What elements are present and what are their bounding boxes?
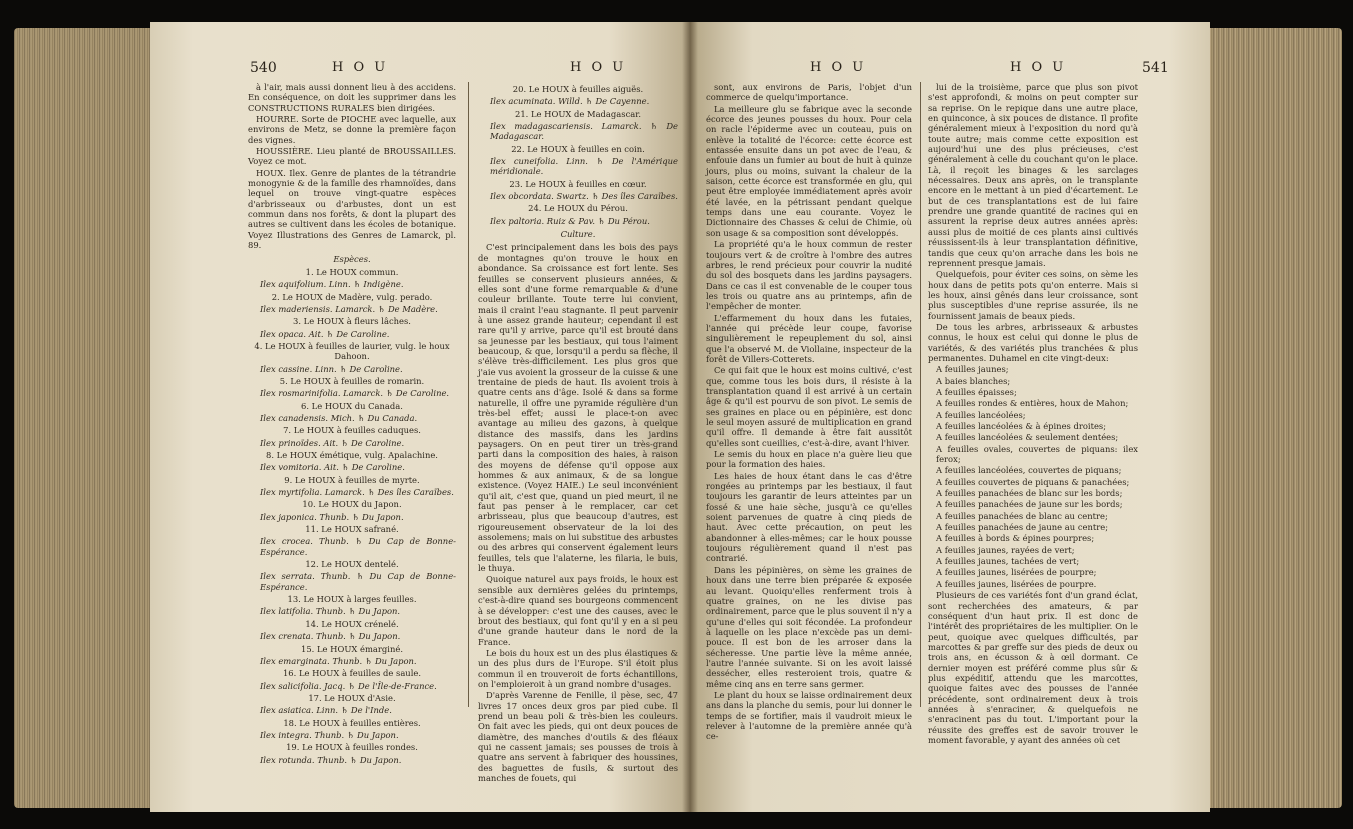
text-line: 8. Le HOUX émétique, vulg. Apalachine. <box>266 450 438 460</box>
text-line: 2. Le HOUX de Madère, vulg. perado. <box>271 291 433 302</box>
right-page <box>690 22 1210 812</box>
text-line: 15. Le HOUX émarginé. <box>301 643 403 654</box>
text-line: 18. Le HOUX à feuilles entières. <box>283 717 421 728</box>
text-line: 13. Le HOUX à larges feuilles. <box>287 594 417 605</box>
text-line: 11. Le HOUX safrané. <box>305 524 399 535</box>
left-column-1 <box>248 82 456 766</box>
text-line: Ilex maderiensis. Lamarck. ♄ De Madère. <box>260 303 438 314</box>
text-line: à l'air, mais aussi donnent lieu à des accidens. En conséquence, on doit les supprimer dans les CONSTRUCTIONS RURALES bien dirigées. <box>248 82 456 113</box>
text-line: C'est principalement dans les bois des pays de montagnes qu'on trouve le houx en abondance. Sa croissance est fort lente. Ses feuilles se conservent plusieurs années, & elles sont d'une forme remarquable & d'une couleur brillante. Toute terre lui convient, mais il craint l'eau stagnante. Il peut parvenir à une assez grande hauteur; cependant il est rare qu'il y arrive, parce qu'il est brouté dans sa jeunesse par les bestiaux, qui tous l'aiment beaucoup, & que, lorsqu'il a perdu sa flèche, il s'élève très-difficilement. Les plus gros que j'aie vus avoient la grosseur de la cuisse & une trentaine de pieds de haut. Ils avoient trois à quatre cents ans d'âge. Isolé & dans sa forme naturelle, il offre une pyramide régulière d'un très-bel effet; aussi le place-t-on avec avantage au milieu des gazons, à quelque distance des massifs, dans les jardins paysagers. On en peut tirer un très-grand parti dans la composition des haies, à raison des moyens de défense qu'il oppose aux hommes & aux animaux, & de sa longue existence. (Voyez HAIE.) Le seul inconvénient qu'il ait, c'est que, quand un pied meurt, il ne faut pas penser à le remplacer, car cet arbrisseau, plus que beaucoup d'autres, est rigoureusement observateur de la loi des assolemens; mais on lui substitue des arbustes ou des arbres qui conservent également leurs feuilles, tels que l'alaterne, les filaria, le buis, le thuya. <box>478 242 678 574</box>
text-line: Ilex cassine. Linn. ♄ De Caroline. <box>260 363 403 374</box>
text-line: Dans les pépinières, on sème les graines de houx dans une terre bien préparée & exposée au levant. Quoiqu'elles renferment trois à quatre graines, on ne les divise pas ordinairement, parce que le plus souvent il n'y a qu'une d'elles qui soit fécondée. La profondeur à laquelle on les place n'excède pas un demi-pouce. Il est bon de les arroser dans la sécheresse. Une partie lève la même année, l'autre l'année suivante. Si on les avoit laissé dessécher, elles resteroient trois, quatre & même cinq ans en terre sans germer. <box>706 564 912 689</box>
right-column-1 <box>706 82 912 743</box>
text-line: A feuilles lancéolées & seulement dentées; <box>936 432 1119 443</box>
text-line: Ilex rosmarinifolia. Lamarck. ♄ De Caroline. <box>260 388 450 399</box>
right-column-2 <box>928 82 1138 746</box>
text-line: 3. Le HOUX à fleurs lâches. <box>293 316 411 327</box>
text-line: A feuilles lancéolées & à épines droites; <box>936 421 1107 431</box>
text-line: Ilex asiatica. Linn. ♄ De l'Inde. <box>260 705 392 716</box>
text-line: Plusieurs de ces variétés font d'un grand éclat, sont recherchées des amateurs, & par conséquent d'un haut prix. Il est donc de l'intérêt des propriétaires de les multiplier. On le peut, quoique avec quelques difficultés, par marcottes & par greffe sur des pieds de deux ou trois ans, en écusson & à œil dormant. Ce dernier moyen est préféré comme plus sûr & plus expéditif, attendu que les marcottes, quoique faites avec des pousses de l'année précédente, sont ordinairement deux à trois années à s'enraciner, & quelquefois ne s'enracinent pas du tout. L'important pour la réussite des greffes est de savoir trouver le moment favorable, y ayant des années où cet <box>928 590 1138 745</box>
text-line: 1. Le HOUX commun. <box>305 266 399 277</box>
text-line: A feuilles lancéolées; <box>936 409 1026 420</box>
text-line: Ilex japonica. Thunb. ♄ Du Japon. <box>260 511 404 522</box>
text-line: A feuilles jaunes, tachées de vert; <box>936 556 1080 567</box>
text-line: A feuilles ovales, couvertes de piquans: ilex ferox; <box>936 443 1138 465</box>
left-page-edges <box>14 28 154 808</box>
right-running-head-2: H O U <box>1010 60 1067 75</box>
text-line: HOUX. Ilex. Genre de plantes de la tétrandrie monogynie & de la famille des rhamnoïdes, dans lequel on trouve vingt-quatre espèces d'arbrisseaux ou d'arbustes, dont un est commun dans nos forêts, & dont la plupart des autres se cultivent dans les écoles de botanique. Voyez Illustrations des Genres de Lamarck, pl. 89. <box>248 167 456 251</box>
text-line: Ce qui fait que le houx est moins cultivé, c'est que, comme tous les bois durs, il résiste à la transplantation quand il est arrivé à un certain âge & qu'il est pourvu de son pivot. Le semis de ses graines en place ou en pépinière, est donc le seul moyen assuré de multiplication en grand qu'il offre. Il demande à être fait aussitôt qu'elles sont cueillies, c'est-à-dire, avant l'hiver. <box>706 365 912 448</box>
text-line: Culture. <box>560 229 596 240</box>
left-running-head-2: H O U <box>570 60 627 75</box>
text-line: 10. Le HOUX du Japon. <box>302 499 402 510</box>
text-line: Ilex crocea. Thunb. ♄ Du Cap de Bonne-Espérance. <box>260 536 456 557</box>
text-line: A feuilles épaisses; <box>936 386 1017 397</box>
text-line: De tous les arbres, arbrisseaux & arbustes connus, le houx est celui qui donne le plus de variétés, & des variétés plus tranchées & plus permanentes. Duhamel en cite vingt-deux: <box>928 321 1138 363</box>
left-column-rule <box>468 82 469 707</box>
text-line: Ilex acuminata. Willd. ♄ De Cayenne. <box>490 96 650 107</box>
text-line: Ilex prinoïdes. Ait. ♄ De Caroline. <box>260 437 405 448</box>
text-line: Le semis du houx en place n'a guère lieu que pour la formation des haies. <box>706 449 912 470</box>
text-line: 20. Le HOUX à feuilles aiguës. <box>512 84 644 94</box>
text-line: Ilex crenata. Thunb. ♄ Du Japon. <box>260 631 401 642</box>
left-page-number: 540 <box>250 60 277 76</box>
text-line: 16. Le HOUX à feuilles de saule. <box>282 668 422 679</box>
text-line: HOUSSIÈRE. Lieu planté de BROUSSAILLES. Voyez ce mot. <box>248 146 456 167</box>
text-line: Ilex myrtifolia. Lamarck. ♄ Des îles Caraïbes. <box>260 487 454 498</box>
text-line: L'effarmement du houx dans les futaies, l'année qui précède leur coupe, favorise singulièrement le repeuplement du sol, ainsi que l'a observé M. de Viollaine, inspecteur de la forêt de Villers-Cotterets. <box>706 312 912 364</box>
right-column-rule <box>920 82 921 707</box>
text-line: Ilex emarginata. Thunb. ♄ Du Japon. <box>260 655 417 666</box>
text-line: Ilex vomitoria. Ait. ♄ De Caroline. <box>260 462 405 473</box>
text-line: La meilleure glu se fabrique avec la seconde écorce des jeunes pousses du houx. Pour cela on racle l'épiderme avec un couteau, puis on enlève la totalité de l'écorce: cette écorce est entassée ensuite dans un pot avec de l'eau, & enfouie dans un fumier au bout de huit à quinze jours, plus ou moins, suivant la chaleur de la saison, cette écorce est transformée en glu, qui peut être employée immédiatement après avoir été lavée, en la pétrissant pendant quelque temps dans une eau courante. Voyez le Dictionnaire des Chasses & celui de Chimie, où son usage & sa composition sont développés. <box>706 103 912 238</box>
text-line: Le bois du houx est un des plus élastiques & un des plus durs de l'Europe. S'il étoit plus commun il en trouveroit de forts échantillons, on l'emploieroit à un grand nombre d'usages. <box>478 647 678 689</box>
text-line: HOURRE. Sorte de PIOCHE avec laquelle, aux environs de Metz, se donne la première façon des vignes. <box>248 114 456 145</box>
text-line: Ilex obcordata. Swartz. ♄ Des îles Caraïbes. <box>490 191 678 202</box>
text-line: Ilex madagascariensis. Lamarck. ♄ De Madagascar. <box>490 121 678 142</box>
text-line: 23. Le HOUX à feuilles en cœur. <box>509 178 647 189</box>
text-line: Ilex latifolia. Thunb. ♄ Du Japon. <box>260 606 401 617</box>
left-page <box>150 22 690 812</box>
text-line: Ilex paltoria. Ruiz & Pav. ♄ Du Pérou. <box>490 215 650 226</box>
text-line: Ilex canadensis. Mich. ♄ Du Canada. <box>260 412 418 423</box>
text-line: Ilex opaca. Ait. ♄ De Caroline. <box>260 328 390 339</box>
text-line: 24. Le HOUX du Pérou. <box>528 203 628 214</box>
text-line: 12. Le HOUX dentelé. <box>305 559 399 570</box>
text-line: 4. Le HOUX à feuilles de laurier, vulg. le houx Dahoon. <box>254 340 450 362</box>
text-line: Les haies de houx étant dans le cas d'être rongées au printemps par les bestiaux, il faut toujours les garantir de leurs atteintes par un fossé & une haie sèche, jusqu'à ce qu'elles soient parvenues de quatre à cinq pieds de haut. Avec cette précaution, on peut les abandonner à elles-mêmes; car le houx pousse toujours régulièrement quand il n'est pas contrarié. <box>706 470 912 564</box>
text-line: lui de la troisième, parce que plus son pivot s'est approfondi, & moins on peut compter sur sa reprise. On le repique dans une autre place, en quinconce, à six pouces de distance. Il profite généralement mieux à l'exposition du nord qu'à toute autre; mais comme cette exposition est aujourd'hui une des plus précieuses, c'est généralement à celle du couchant qu'on le place. Là, il reçoit les binages & les sarclages nécessaires. Deux ans après, on le transplante encore en le mettant à un pied d'écartement. Le but de ces transplantations est de lui faire prendre une grande quantité de racines qui en assurent la reprise deux autres années après: aussi plus de moitié de ces plants ainsi cultivés réussissent-ils à leur transplantation définitive, tandis que ceux qu'on arrache dans les bois ne reprennent presque jamais. <box>928 82 1138 268</box>
text-line: Ilex rotunda. Thunb. ♄ Du Japon. <box>260 754 402 765</box>
text-line: 9. Le HOUX à feuilles de myrte. <box>284 474 420 485</box>
text-line: A feuilles jaunes; <box>936 364 1009 375</box>
text-line: A feuilles jaunes, lisérées de pourpre. <box>936 578 1097 589</box>
left-column-2 <box>478 82 678 784</box>
text-line: D'après Varenne de Fenille, il pèse, sec, 47 livres 17 onces deux gros par pied cube. Il prend un beau poli & très-bien les couleurs. On fait avec les pieds, qui ont deux pouces de diamètre, des manches d'outils & des fléaux qui ne cassent jamais; ses pousses de trois à quatre ans servent à fabriquer des houssines, des baguettes de fusils, & surtout des manches de fouets, qui <box>478 690 678 783</box>
text-line: Quelquefois, pour éviter ces soins, on sème les houx dans de petits pots qu'on enterre. Mais si les houx, ainsi gênés dans leur croissance, sont plus susceptibles d'une reprise assurée, ils ne fournissent jamais de beaux pieds. <box>928 269 1138 321</box>
text-line: Ilex salicifolia. Jacq. ♄ De l'Île-de-France. <box>260 680 437 691</box>
text-line: A feuilles lancéolées, couvertes de piquans; <box>936 465 1122 476</box>
text-line: La propriété qu'a le houx commun de rester toujours vert & de croître à l'ombre des autres arbres, le rend précieux pour couvrir la nudité du sol des bosquets dans les jardins paysagers. Dans ce cas il est convenable de le couper tous les trois ou quatre ans au printemps, afin de l'empêcher de monter. <box>706 239 912 312</box>
text-line: Ilex integra. Thunb. ♄ Du Japon. <box>260 729 399 740</box>
text-line: 7. Le HOUX à feuilles caduques. <box>283 425 421 436</box>
right-running-head-1: H O U <box>810 60 867 75</box>
right-page-number: 541 <box>1142 60 1169 76</box>
text-line: A feuilles jaunes, rayées de vert; <box>936 544 1075 555</box>
text-line: A feuilles couvertes de piquans & panachées; <box>936 476 1130 487</box>
text-line: 17. Le HOUX d'Asie. <box>308 692 396 703</box>
text-line: Ilex serrata. Thunb. ♄ Du Cap de Bonne-Espérance. <box>260 571 456 592</box>
text-line: 5. Le HOUX à feuilles de romarin. <box>279 375 425 386</box>
text-line: 14. Le HOUX crénelé. <box>305 618 399 629</box>
text-line: Quoique naturel aux pays froids, le houx est sensible aux dernières gelées du printemps, c'est-à-dire quand ses bourgeons commencent à se développer: c'est une des causes, avec le brout des bestiaux, qui font qu'il y en a si peu d'une grande hauteur dans le nord de la France. <box>478 574 678 647</box>
text-line: A feuilles à bords & épines pourpres; <box>936 533 1095 544</box>
text-line: A feuilles panachées de jaune au centre; <box>936 522 1109 533</box>
text-line: A feuilles panachées de jaune sur les bords; <box>936 499 1123 510</box>
book-gutter <box>682 22 698 812</box>
right-page-edges <box>1207 28 1342 808</box>
text-line: A baies blanches; <box>936 375 1011 386</box>
text-line: sont, aux environs de Paris, l'objet d'un commerce de quelqu'importance. <box>706 82 912 103</box>
text-line: A feuilles panachées de blanc au centre; <box>936 510 1108 521</box>
text-line: 21. Le HOUX de Madagascar. <box>515 108 641 119</box>
book-spread <box>14 22 1342 822</box>
text-line: 22. Le HOUX à feuilles en coin. <box>511 143 645 154</box>
text-line: A feuilles panachées de blanc sur les bords; <box>936 488 1123 499</box>
left-running-head-1: H O U <box>332 60 389 75</box>
text-line: Le plant du houx se laisse ordinairement deux ans dans la planche du semis, pour lui donner le temps de se fortifier, mais il vaudroit mieux le relever à l'automne de la première année qu'à ce- <box>706 689 912 742</box>
text-line: 19. Le HOUX à feuilles rondes. <box>286 742 418 753</box>
text-line: A feuilles rondes & entières, houx de Mahon; <box>936 398 1129 409</box>
text-line: Ilex aquifolium. Linn. ♄ Indigène. <box>260 279 404 290</box>
text-line: Ilex cuneifolia. Linn. ♄ De l'Amérique méridionale. <box>490 156 678 177</box>
text-line: Espèces. <box>333 253 371 264</box>
text-line: 6. Le HOUX du Canada. <box>301 400 403 411</box>
text-line: A feuilles jaunes, lisérées de pourpre; <box>936 567 1097 578</box>
